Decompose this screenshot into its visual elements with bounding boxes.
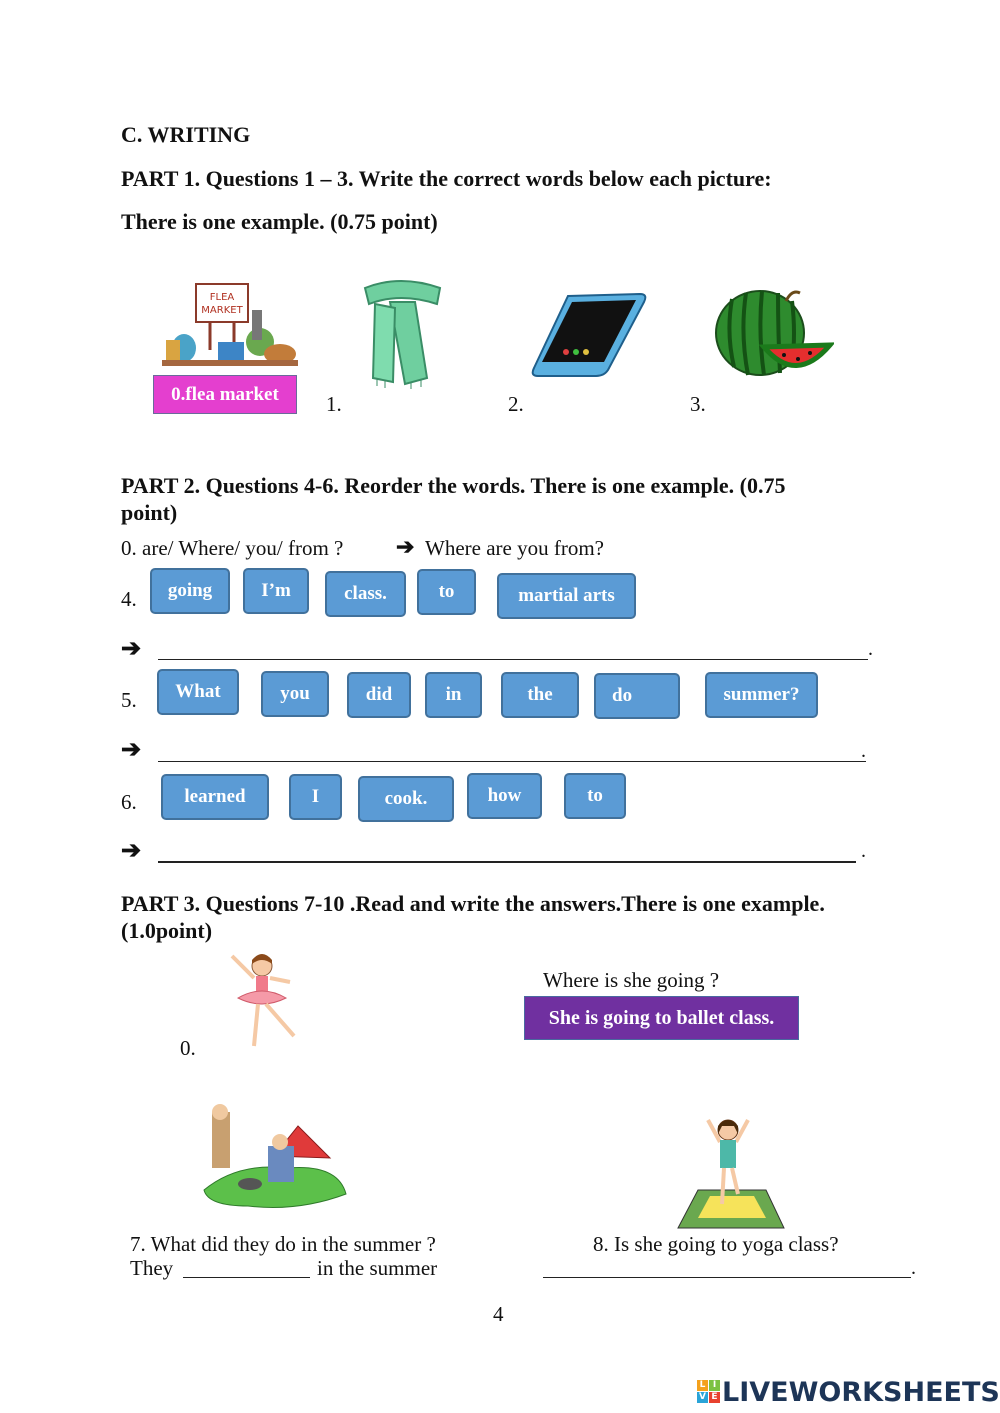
- question-7-suffix: in the summer: [317, 1256, 438, 1280]
- word-tile[interactable]: do: [594, 673, 680, 719]
- part1-subheading: There is one example. (0.75 point): [121, 209, 438, 234]
- flea-market-sign: [196, 284, 248, 322]
- word-tile[interactable]: What: [157, 669, 239, 715]
- question-8: 8. Is she going to yoga class?: [593, 1232, 839, 1256]
- word-tile[interactable]: summer?: [705, 672, 818, 718]
- part2-heading: PART 2. Questions 4-6. Reorder the words. There is one example. (0.75: [121, 473, 786, 498]
- example-question: 0. are/ Where/ you/ from ?: [121, 536, 344, 560]
- example-answer: Where are you from?: [425, 536, 604, 560]
- answer-period: .: [911, 1257, 916, 1279]
- example-question-part3: Where is she going ?: [543, 968, 720, 992]
- sign-text-2: MARKET: [201, 305, 243, 316]
- word-tile[interactable]: to: [564, 773, 626, 819]
- word-tile[interactable]: did: [347, 672, 411, 718]
- liveworksheets-logo-icon: [697, 1380, 720, 1403]
- part2-subheading: point): [121, 500, 178, 525]
- answer-line-5[interactable]: [158, 761, 866, 762]
- ballerina-picture: [224, 948, 306, 1054]
- camping-picture: [198, 1102, 348, 1210]
- scarf-picture: [355, 278, 450, 390]
- word-tile[interactable]: how: [467, 773, 542, 819]
- answer-line-7[interactable]: [183, 1277, 310, 1278]
- logo-letter: I: [709, 1380, 720, 1391]
- example-answer-box-part3: She is going to ballet class.: [524, 996, 799, 1040]
- question-5-number: 5.: [121, 688, 137, 712]
- part3-subheading: (1.0point): [121, 918, 213, 943]
- answer-line-4[interactable]: [158, 659, 868, 660]
- word-tile[interactable]: in: [425, 672, 482, 718]
- watermelon-picture: [712, 285, 834, 385]
- word-tile[interactable]: class.: [325, 571, 406, 617]
- word-tile[interactable]: learned: [161, 774, 269, 820]
- picture-label-1: 1.: [326, 392, 342, 416]
- flea-market-picture: [160, 280, 300, 368]
- question-7: 7. What did they do in the summer ?: [130, 1232, 436, 1256]
- word-tile[interactable]: martial arts: [497, 573, 636, 619]
- part3-heading: PART 3. Questions 7-10 .Read and write the answers.There is one example.: [121, 891, 825, 916]
- answer-arrow-icon: ➔: [121, 737, 142, 763]
- part1-heading: PART 1. Questions 1 – 3. Write the correct words below each picture:: [121, 166, 772, 191]
- smartphone-picture: [528, 290, 650, 378]
- answer-arrow-icon: ➔: [121, 838, 142, 864]
- sign-text-1: FLEA: [209, 292, 235, 303]
- logo-letter: E: [709, 1392, 720, 1403]
- word-tile[interactable]: you: [261, 671, 329, 717]
- answer-line-8[interactable]: [543, 1277, 911, 1278]
- word-tile[interactable]: going: [150, 568, 230, 614]
- example-answer-box: 0.flea market: [153, 375, 297, 414]
- question-7-prefix: They: [130, 1256, 174, 1280]
- question-6-number: 6.: [121, 790, 137, 814]
- word-tile[interactable]: cook.: [358, 776, 454, 822]
- yoga-girl-picture: [676, 1112, 786, 1232]
- answer-arrow-icon: ➔: [121, 636, 142, 662]
- word-tile[interactable]: the: [501, 672, 579, 718]
- word-tile[interactable]: I: [289, 774, 342, 820]
- example-arrow-icon: ➔: [396, 534, 415, 559]
- word-tile[interactable]: to: [417, 569, 476, 615]
- section-title: C. WRITING: [121, 122, 251, 147]
- example-number: 0.: [180, 1036, 196, 1060]
- picture-label-3: 3.: [690, 392, 706, 416]
- logo-letter: V: [697, 1392, 708, 1403]
- liveworksheets-brand[interactable]: LIVEWORKSHEETS: [722, 1377, 1000, 1408]
- picture-label-2: 2.: [508, 392, 524, 416]
- logo-letter: L: [697, 1380, 708, 1391]
- answer-period: .: [861, 840, 866, 862]
- answer-line-6[interactable]: [158, 861, 856, 863]
- page-number: 4: [493, 1302, 504, 1326]
- answer-period: .: [861, 740, 866, 762]
- word-tile[interactable]: I’m: [243, 568, 309, 614]
- question-4-number: 4.: [121, 587, 137, 611]
- answer-period: .: [868, 638, 873, 660]
